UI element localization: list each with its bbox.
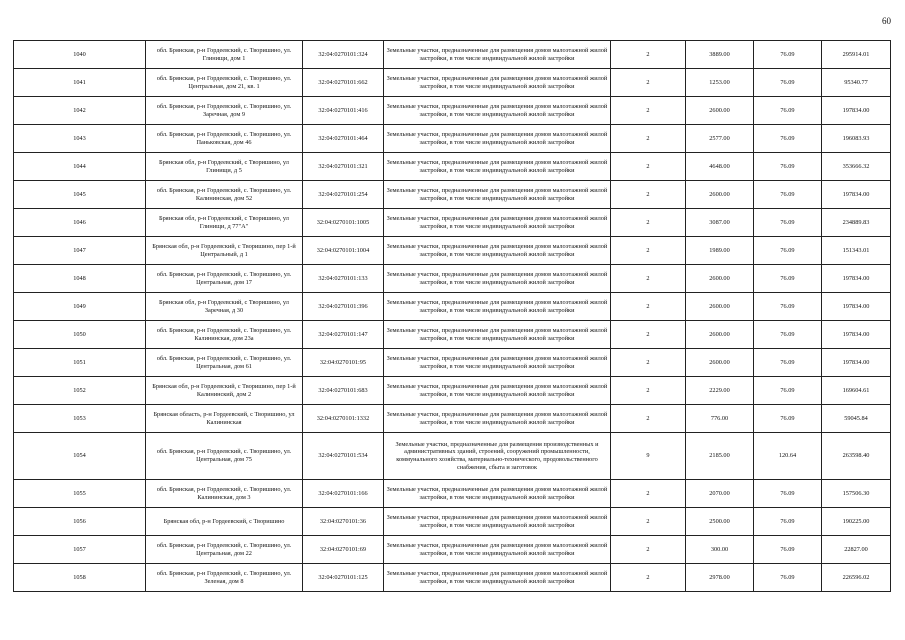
address-cell: обл. Брянская, р-н Гордеевский, с. Творишино, ул. Зеленая, дом 8 [146, 564, 303, 592]
land-use-cell: Земельные участки, предназначенные для размещения домов малоэтажной жилой застройки, в том числе индивидуальной жилой застройки [384, 153, 611, 181]
table-row [14, 564, 891, 592]
area-cell: 2500.00 [686, 508, 754, 536]
rate-cell: 76.09 [754, 405, 822, 433]
use-code-cell: 2 [611, 321, 686, 349]
cadastral-number-cell: 32:04:0270101:1005 [303, 209, 384, 237]
area-cell: 776.00 [686, 405, 754, 433]
cadastral-number-cell: 32:04:0270101:36 [303, 508, 384, 536]
address-cell: обл. Брянская, р-н Гордеевский, с. Творишино, ул. Заречная, дом 9 [146, 97, 303, 125]
land-use-cell: Земельные участки, предназначенные для размещения домов малоэтажной жилой застройки, в том числе индивидуальной жилой застройки [384, 41, 611, 69]
cadastral-number-cell: 32:04:0270101:147 [303, 321, 384, 349]
use-code-cell: 2 [611, 209, 686, 237]
rate-cell: 76.09 [754, 181, 822, 209]
use-code-cell: 2 [611, 181, 686, 209]
row-number-cell: 1056 [14, 508, 146, 536]
cadastral-number-cell: 32:04:0270101:254 [303, 181, 384, 209]
cadastral-value-cell: 190225.00 [822, 508, 891, 536]
cadastral-value-cell: 234889.83 [822, 209, 891, 237]
cadastral-number-cell: 32:04:0270101:1004 [303, 237, 384, 265]
use-code-cell: 2 [611, 237, 686, 265]
table-row [14, 209, 891, 237]
cadastral-number-cell: 32:04:0270101:321 [303, 153, 384, 181]
cadastral-number-cell: 32:04:0270101:464 [303, 125, 384, 153]
cadastral-number-cell: 32:04:0270101:1332 [303, 405, 384, 433]
rate-cell: 76.09 [754, 209, 822, 237]
land-use-cell: Земельные участки, предназначенные для размещения домов малоэтажной жилой застройки, в том числе индивидуальной жилой застройки [384, 536, 611, 564]
area-cell: 3087.00 [686, 209, 754, 237]
cadastral-value-cell: 197834.00 [822, 97, 891, 125]
rate-cell: 76.09 [754, 349, 822, 377]
use-code-cell: 2 [611, 349, 686, 377]
use-code-cell: 2 [611, 508, 686, 536]
land-use-cell: Земельные участки, предназначенные для размещения домов малоэтажной жилой застройки, в том числе индивидуальной жилой застройки [384, 209, 611, 237]
address-cell: Брянская обл, р-н Гордеевский, с Творишино, пер 1-й Калининский, дом 2 [146, 377, 303, 405]
land-use-cell: Земельные участки, предназначенные для размещения производственных и административных зданий, строений, сооружений промышленности, коммунального хозяйства, материально-технического, продовольственного снабжения, сбыта и заготовок [384, 433, 611, 480]
use-code-cell: 2 [611, 41, 686, 69]
area-cell: 4648.00 [686, 153, 754, 181]
cadastral-value-cell: 263598.40 [822, 433, 891, 480]
table-row [14, 237, 891, 265]
land-use-cell: Земельные участки, предназначенные для размещения домов малоэтажной жилой застройки, в том числе индивидуальной жилой застройки [384, 69, 611, 97]
address-cell: обл. Брянская, р-н Гордеевский, с. Творишино, ул. Центральная, дом 75 [146, 433, 303, 480]
use-code-cell: 2 [611, 480, 686, 508]
row-number-cell: 1051 [14, 349, 146, 377]
area-cell: 2229.00 [686, 377, 754, 405]
rate-cell: 76.09 [754, 321, 822, 349]
table-row [14, 405, 891, 433]
land-registry-table [13, 40, 891, 592]
row-number-cell: 1040 [14, 41, 146, 69]
area-cell: 2600.00 [686, 181, 754, 209]
land-use-cell: Земельные участки, предназначенные для размещения домов малоэтажной жилой застройки, в том числе индивидуальной жилой застройки [384, 349, 611, 377]
area-cell: 3889.00 [686, 41, 754, 69]
cadastral-value-cell: 197834.00 [822, 265, 891, 293]
area-cell: 2600.00 [686, 265, 754, 293]
rate-cell: 76.09 [754, 293, 822, 321]
address-cell: Брянская обл, р-н Гордеевский, с Творишино, ул Глинищи, д 5 [146, 153, 303, 181]
rate-cell: 76.09 [754, 69, 822, 97]
rate-cell: 76.09 [754, 508, 822, 536]
rate-cell: 76.09 [754, 480, 822, 508]
rate-cell: 76.09 [754, 377, 822, 405]
address-cell: Брянская обл, р-н Гордеевский, с Творишино, пер 1-й Центральный, д 1 [146, 237, 303, 265]
land-use-cell: Земельные участки, предназначенные для размещения домов малоэтажной жилой застройки, в том числе индивидуальной жилой застройки [384, 480, 611, 508]
use-code-cell: 2 [611, 69, 686, 97]
cadastral-number-cell: 32:04:0270101:534 [303, 433, 384, 480]
cadastral-value-cell: 59045.84 [822, 405, 891, 433]
cadastral-number-cell: 32:04:0270101:133 [303, 265, 384, 293]
row-number-cell: 1052 [14, 377, 146, 405]
area-cell: 2070.00 [686, 480, 754, 508]
use-code-cell: 9 [611, 433, 686, 480]
land-use-cell: Земельные участки, предназначенные для размещения домов малоэтажной жилой застройки, в том числе индивидуальной жилой застройки [384, 564, 611, 592]
use-code-cell: 2 [611, 265, 686, 293]
cadastral-value-cell: 196083.93 [822, 125, 891, 153]
cadastral-number-cell: 32:04:0270101:95 [303, 349, 384, 377]
cadastral-value-cell: 169604.61 [822, 377, 891, 405]
use-code-cell: 2 [611, 377, 686, 405]
land-use-cell: Земельные участки, предназначенные для размещения домов малоэтажной жилой застройки, в том числе индивидуальной жилой застройки [384, 265, 611, 293]
address-cell: обл. Брянская, р-н Гордеевский, с. Творишино, ул. Глинищи, дом 1 [146, 41, 303, 69]
land-use-cell: Земельные участки, предназначенные для размещения домов малоэтажной жилой застройки, в том числе индивидуальной жилой застройки [384, 377, 611, 405]
cadastral-number-cell: 32:04:0270101:324 [303, 41, 384, 69]
land-use-cell: Земельные участки, предназначенные для размещения домов малоэтажной жилой застройки, в том числе индивидуальной жилой застройки [384, 508, 611, 536]
rate-cell: 76.09 [754, 265, 822, 293]
land-use-cell: Земельные участки, предназначенные для размещения домов малоэтажной жилой застройки, в том числе индивидуальной жилой застройки [384, 405, 611, 433]
address-cell: Брянская обл, р-н Гордеевский, с Творишино, ул Заречная, д 30 [146, 293, 303, 321]
area-cell: 2600.00 [686, 97, 754, 125]
cadastral-number-cell: 32:04:0270101:662 [303, 69, 384, 97]
cadastral-number-cell: 32:04:0270101:166 [303, 480, 384, 508]
rate-cell: 76.09 [754, 153, 822, 181]
address-cell: обл. Брянская, р-н Гордеевский, с. Творишино, ул. Центральная, дом 17 [146, 265, 303, 293]
rate-cell: 76.09 [754, 41, 822, 69]
row-number-cell: 1045 [14, 181, 146, 209]
land-use-cell: Земельные участки, предназначенные для размещения домов малоэтажной жилой застройки, в том числе индивидуальной жилой застройки [384, 97, 611, 125]
use-code-cell: 2 [611, 97, 686, 125]
area-cell: 2577.00 [686, 125, 754, 153]
row-number-cell: 1058 [14, 564, 146, 592]
area-cell: 1989.00 [686, 237, 754, 265]
rate-cell: 76.09 [754, 97, 822, 125]
row-number-cell: 1055 [14, 480, 146, 508]
cadastral-number-cell: 32:04:0270101:683 [303, 377, 384, 405]
table-row [14, 321, 891, 349]
area-cell: 1253.00 [686, 69, 754, 97]
address-cell: обл. Брянская, р-н Гордеевский, с. Творишино, ул. Калининская, дом 3 [146, 480, 303, 508]
address-cell: Брянская обл, р-н Гордеевский, с Творишино [146, 508, 303, 536]
land-use-cell: Земельные участки, предназначенные для размещения домов малоэтажной жилой застройки, в том числе индивидуальной жилой застройки [384, 321, 611, 349]
cadastral-value-cell: 157506.30 [822, 480, 891, 508]
land-use-cell: Земельные участки, предназначенные для размещения домов малоэтажной жилой застройки, в том числе индивидуальной жилой застройки [384, 181, 611, 209]
row-number-cell: 1053 [14, 405, 146, 433]
table-row [14, 480, 891, 508]
area-cell: 2185.00 [686, 433, 754, 480]
row-number-cell: 1044 [14, 153, 146, 181]
rate-cell: 76.09 [754, 237, 822, 265]
area-cell: 2600.00 [686, 293, 754, 321]
table-row [14, 377, 891, 405]
land-use-cell: Земельные участки, предназначенные для размещения домов малоэтажной жилой застройки, в том числе индивидуальной жилой застройки [384, 237, 611, 265]
address-cell: обл. Брянская, р-н Гордеевский, с. Творишино, ул. Калининская, дом 23а [146, 321, 303, 349]
row-number-cell: 1049 [14, 293, 146, 321]
rate-cell: 76.09 [754, 536, 822, 564]
address-cell: Брянская обл, р-н Гордеевский, с Творишино, ул Глинищи, д 77"А" [146, 209, 303, 237]
cadastral-number-cell: 32:04:0270101:416 [303, 97, 384, 125]
table-row [14, 433, 891, 480]
cadastral-value-cell: 22827.00 [822, 536, 891, 564]
area-cell: 2600.00 [686, 321, 754, 349]
table-row [14, 125, 891, 153]
row-number-cell: 1054 [14, 433, 146, 480]
table-row [14, 265, 891, 293]
cadastral-number-cell: 32:04:0270101:125 [303, 564, 384, 592]
use-code-cell: 2 [611, 564, 686, 592]
address-cell: обл. Брянская, р-н Гордеевский, с. Творишино, ул. Центральная, дом 22 [146, 536, 303, 564]
cadastral-value-cell: 197834.00 [822, 181, 891, 209]
rate-cell: 76.09 [754, 564, 822, 592]
use-code-cell: 2 [611, 125, 686, 153]
use-code-cell: 2 [611, 293, 686, 321]
row-number-cell: 1042 [14, 97, 146, 125]
table-row [14, 97, 891, 125]
address-cell: Брянская область, р-н Гордеевский, с Творишино, ул Калининская [146, 405, 303, 433]
area-cell: 2978.00 [686, 564, 754, 592]
row-number-cell: 1047 [14, 237, 146, 265]
table-row [14, 153, 891, 181]
cadastral-value-cell: 197834.00 [822, 321, 891, 349]
row-number-cell: 1048 [14, 265, 146, 293]
row-number-cell: 1050 [14, 321, 146, 349]
use-code-cell: 2 [611, 405, 686, 433]
table-row [14, 349, 891, 377]
land-use-cell: Земельные участки, предназначенные для размещения домов малоэтажной жилой застройки, в том числе индивидуальной жилой застройки [384, 293, 611, 321]
cadastral-number-cell: 32:04:0270101:69 [303, 536, 384, 564]
area-cell: 300.00 [686, 536, 754, 564]
row-number-cell: 1057 [14, 536, 146, 564]
address-cell: обл. Брянская, р-н Гордеевский, с. Творишино, ул. Паньковская, дом 46 [146, 125, 303, 153]
page-number: 60 [882, 16, 891, 26]
cadastral-value-cell: 353666.32 [822, 153, 891, 181]
address-cell: обл. Брянская, р-н Гордеевский, с. Творишино, ул. Центральная, дом 21, кв. 1 [146, 69, 303, 97]
cadastral-value-cell: 295914.01 [822, 41, 891, 69]
cadastral-value-cell: 151343.01 [822, 237, 891, 265]
address-cell: обл. Брянская, р-н Гордеевский, с. Творишино, ул. Центральная, дом 61 [146, 349, 303, 377]
cadastral-value-cell: 226596.02 [822, 564, 891, 592]
row-number-cell: 1043 [14, 125, 146, 153]
land-use-cell: Земельные участки, предназначенные для размещения домов малоэтажной жилой застройки, в том числе индивидуальной жилой застройки [384, 125, 611, 153]
table-row [14, 508, 891, 536]
rate-cell: 120.64 [754, 433, 822, 480]
cadastral-value-cell: 197834.00 [822, 293, 891, 321]
rate-cell: 76.09 [754, 125, 822, 153]
use-code-cell: 2 [611, 536, 686, 564]
row-number-cell: 1046 [14, 209, 146, 237]
use-code-cell: 2 [611, 153, 686, 181]
table-row [14, 41, 891, 69]
row-number-cell: 1041 [14, 69, 146, 97]
cadastral-value-cell: 95340.77 [822, 69, 891, 97]
table-row [14, 181, 891, 209]
address-cell: обл. Брянская, р-н Гордеевский, с. Творишино, ул. Калининская, дом 52 [146, 181, 303, 209]
area-cell: 2600.00 [686, 349, 754, 377]
table-row [14, 536, 891, 564]
cadastral-number-cell: 32:04:0270101:396 [303, 293, 384, 321]
cadastral-value-cell: 197834.00 [822, 349, 891, 377]
table-row [14, 69, 891, 97]
table-row [14, 293, 891, 321]
